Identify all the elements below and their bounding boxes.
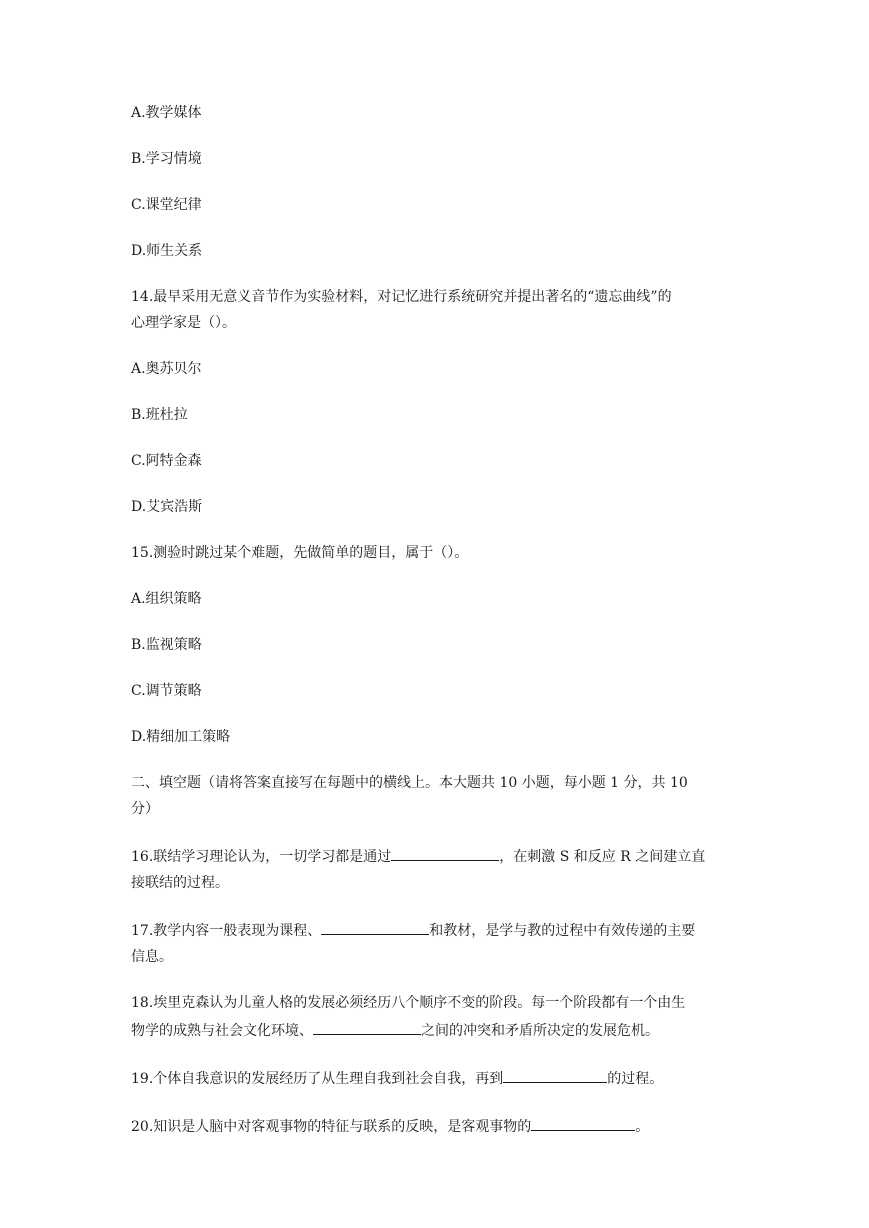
q18-line2 — [131, 1016, 743, 1044]
q18-pre: 物学的成熟与社会文化环境、 — [131, 1023, 313, 1039]
q15-stem: 15.测验时跳过某个难题，先做简单的题目，属于（）。 — [131, 545, 469, 561]
q16-line1 — [131, 842, 743, 870]
q20-pre: 20.知识是人脑中对客观事物的特征与联系的反映，是客观事物的 — [131, 1119, 532, 1135]
section-fill-blank-heading — [131, 770, 743, 822]
q19-post: 的过程。 — [607, 1071, 664, 1087]
q13-option-d: D.师生关系 — [131, 243, 203, 259]
q15-option-c: C.调节策略 — [131, 683, 202, 699]
q15-option-a: A.组织策略 — [131, 591, 202, 607]
q19-pre: 19.个体自我意识的发展经历了从生理自我到社会自我，再到 — [131, 1071, 504, 1087]
q14-option-b: B.班杜拉 — [131, 407, 188, 423]
q14-stem-line1: 14.最早采用无意义音节作为实验材料，对记忆进行系统研究并提出著名的“遗忘曲线”的 — [131, 289, 672, 305]
q14-option-c: C.阿特金森 — [131, 453, 202, 469]
q18-blank[interactable] — [313, 1016, 421, 1035]
q14-option-d: D.艾宾浩斯 — [131, 499, 203, 515]
q15-option-d: D.精细加工策略 — [131, 729, 231, 745]
q16-line2: 接联结的过程。 — [131, 875, 229, 891]
section-heading-line1: 二、填空题（请将答案直接写在每题中的横线上。本大题共 10 小题，每小题 1 分，共 10 — [131, 775, 688, 791]
q17-post: 和教材，是学与教的过程中有效传递的主要 — [429, 923, 696, 939]
q14-stem-line2: 心理学家是（）。 — [131, 315, 236, 331]
q18-post: 之间的冲突和矛盾所决定的发展危机。 — [421, 1023, 659, 1039]
q19 — [131, 1064, 743, 1092]
q20-post: 。 — [635, 1119, 650, 1135]
q16 — [131, 842, 743, 896]
q13-option-a: A.教学媒体 — [131, 105, 202, 121]
q17-line1 — [131, 916, 743, 944]
q17-line2: 信息。 — [131, 949, 173, 965]
q20 — [131, 1112, 743, 1140]
q18 — [131, 990, 743, 1044]
q17 — [131, 916, 743, 970]
section-heading-line2: 分） — [131, 801, 159, 817]
q16-post: ，在刺激 S 和反应 R 之间建立直 — [499, 849, 706, 865]
q20-blank[interactable] — [531, 1112, 635, 1131]
q18-line1: 18.埃里克森认为儿童人格的发展必须经历八个顺序不变的阶段。每一个阶段都有一个由生 — [131, 995, 686, 1011]
q13-option-c: C.课堂纪律 — [131, 197, 202, 213]
q14-option-a: A.奥苏贝尔 — [131, 361, 202, 377]
q19-blank[interactable] — [503, 1064, 607, 1083]
q16-pre: 16.联结学习理论认为，一切学习都是通过 — [131, 849, 392, 865]
q14-stem — [131, 284, 743, 336]
exam-page — [131, 100, 743, 1140]
q16-blank[interactable] — [391, 842, 499, 861]
q17-blank[interactable] — [321, 916, 429, 935]
q15-option-b: B.监视策略 — [131, 637, 202, 653]
q17-pre: 17.教学内容一般表现为课程、 — [131, 923, 322, 939]
q13-option-b: B.学习情境 — [131, 151, 202, 167]
